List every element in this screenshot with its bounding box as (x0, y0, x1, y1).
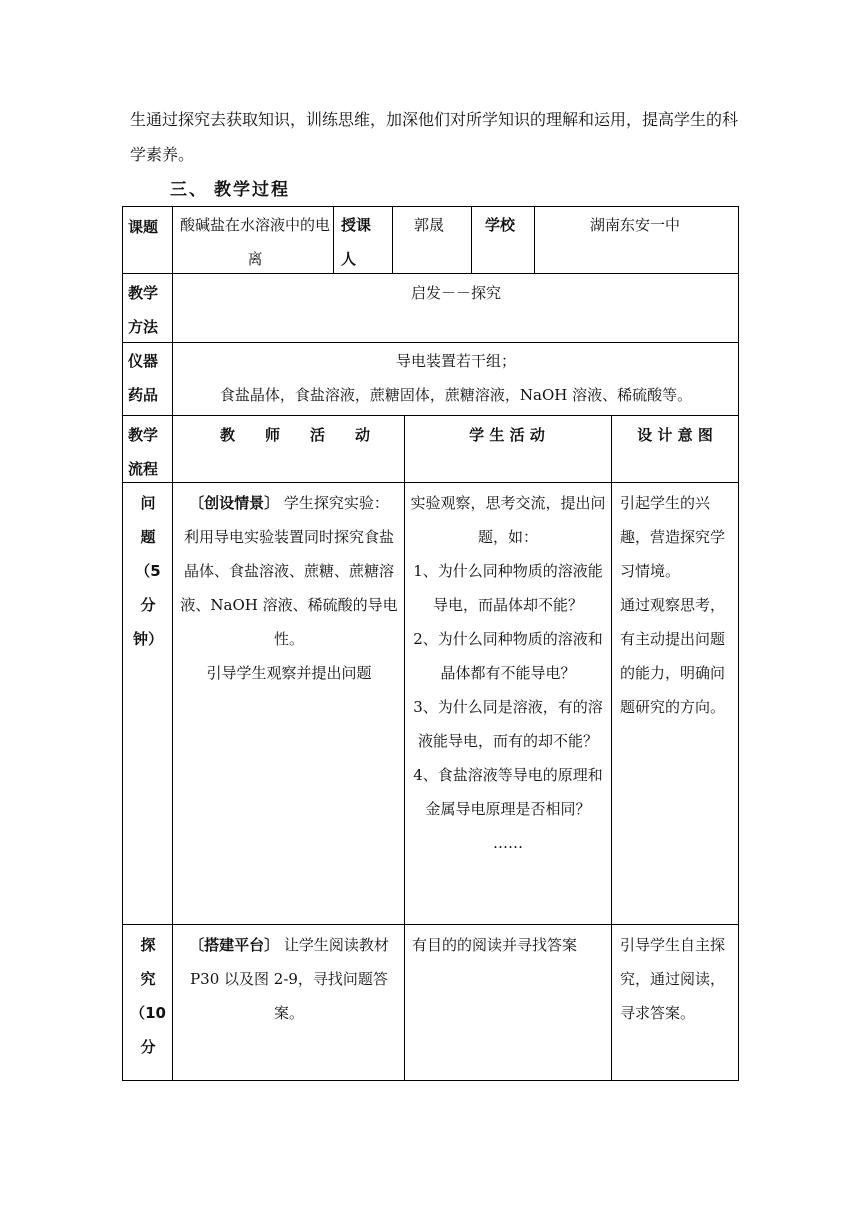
section-heading (170, 175, 296, 200)
explore-student-activity: 有目的的阅读并寻找答案 (412, 936, 578, 954)
section-number: 三、 (170, 180, 208, 200)
explore-design-intent: 引导学生自主探究，通过阅读，寻求答案。 (620, 936, 726, 1022)
method-label: 教学方法 (128, 284, 159, 336)
method-value: 启发－－探究 (410, 284, 501, 302)
explore-teacher-activity: 〔搭建平台〕 让学生阅读教材 P30 以及图 2-9，寻找问题答案。 (189, 936, 389, 1022)
teacher-label: 授课人 (341, 216, 372, 268)
equipment-line-2: 食盐晶体，食盐溶液，蔗糖固体，蔗糖溶液，NaOH 溶液、稀硫酸等。 (219, 386, 693, 404)
teacher-value: 郭晟 (414, 216, 445, 234)
section-title: 教学过程 (214, 180, 290, 200)
topic-value: 酸碱盐在水溶液中的电离 (180, 216, 331, 268)
question-design-intent: 引起学生的兴趣，营造探究学习情境。 通过观察思考，有主动提出问题的能力，明确问题研究的方向。 (620, 494, 726, 716)
question-stage-label: 问 题 （5 分 钟） (132, 494, 163, 648)
student-activity-header: 学 生 活 动 (469, 426, 545, 444)
scenario-guidance: 引导学生观察并提出问题 (206, 664, 372, 682)
equipment-line-1: 导电装置若干组； (395, 352, 516, 370)
equipment-label: 仪器药品 (128, 352, 159, 404)
flow-label: 教学流程 (128, 426, 159, 478)
explore-stage-label: 探 究 （10 分 (130, 936, 166, 1056)
design-intent-header: 设 计 意 图 (637, 426, 713, 444)
scenario-title: 〔创设情景〕 (189, 494, 280, 512)
platform-title: 〔搭建平台〕 (189, 936, 280, 954)
intro-paragraph: 生通过探究去获取知识，训练思维，加深他们对所学知识的理解和运用，提高学生的科学素养。 (130, 110, 739, 164)
school-value: 湖南东安一中 (589, 216, 680, 234)
teacher-activity-header: 教 师 活 动 (220, 426, 371, 444)
question-student-activity: 实验观察，思考交流，提出问题，如： 1、为什么同种物质的溶液能导电，而晶体却不能？ 2、为什么同种物质的溶液和晶体都有不能导电？ 3、为什么同是溶液，有的溶液能导电，而有的却不能？ 4、食盐溶液等导电的原理和金属导电原理是否相同？ …… (410, 494, 606, 852)
topic-label: 课题 (128, 218, 159, 236)
scenario-description: 利用导电实验装置同时探究食盐晶体、食盐溶液、蔗糖、蔗糖溶液、NaOH 溶液、稀硫酸的导电性。 (180, 528, 398, 648)
school-label: 学校 (485, 216, 516, 234)
question-teacher-activity: 〔创设情景〕 学生探究实验： 利用导电实验装置同时探究食盐晶体、食盐溶液、蔗糖、蔗糖溶液、NaOH 溶液、稀硫酸的导电性。 引导学生观察并提出问题 (180, 486, 398, 690)
